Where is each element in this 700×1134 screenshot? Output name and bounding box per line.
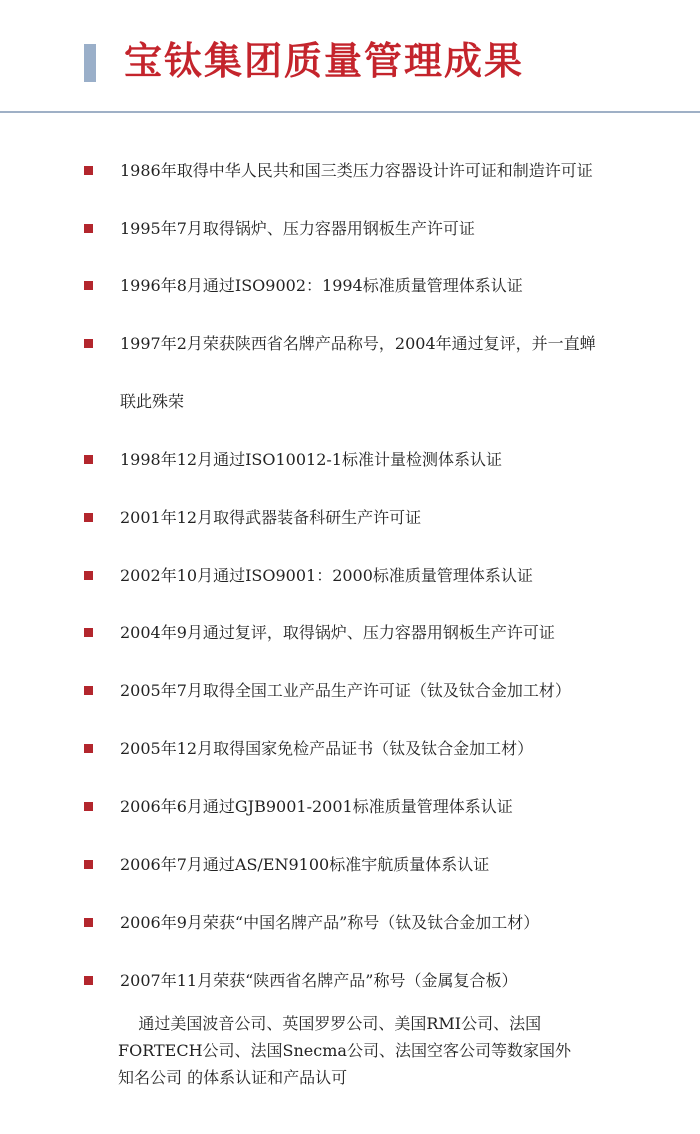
list-item: [0, 445, 700, 475]
bullet-icon: [84, 571, 93, 580]
list-item: [0, 214, 700, 244]
bullet-icon: [84, 686, 93, 695]
closing-line: 通过美国波音公司、英国罗罗公司、美国RMI公司、法国: [118, 1014, 542, 1033]
list-item: [0, 850, 700, 880]
list-item-text: 2002年10月通过ISO9001：2000标准质量管理体系认证: [120, 566, 533, 585]
list-item: [0, 561, 700, 591]
list-item-text: 2006年9月荣获“中国名牌产品”称号（钛及钛合金加工材）: [120, 913, 540, 932]
list-item-text: 2006年7月通过AS/EN9100标准宇航质量体系认证: [120, 855, 490, 874]
bullet-icon: [84, 860, 93, 869]
list-item-text: 2005年12月取得国家免检产品证书（钛及钛合金加工材）: [120, 739, 534, 758]
bullet-icon: [84, 918, 93, 927]
list-item-continuation: [0, 387, 700, 417]
list-item: [0, 734, 700, 764]
page-header: [0, 0, 700, 112]
header-divider: [0, 111, 700, 113]
bullet-icon: [84, 281, 93, 290]
bullet-icon: [84, 802, 93, 811]
list-item: [0, 908, 700, 938]
list-item: [0, 676, 700, 706]
list-item-text-continuation: 联此殊荣: [120, 392, 185, 411]
bullet-icon: [84, 455, 93, 464]
list-item: [0, 792, 700, 822]
list-item-text: 1997年2月荣获陕西省名牌产品称号，2004年通过复评，并一直蝉: [120, 334, 596, 353]
closing-line: 知名公司 的体系认证和产品认可: [118, 1068, 348, 1087]
list-item: [0, 966, 700, 996]
title-accent-bar: [84, 44, 96, 82]
list-item: [0, 503, 700, 533]
list-item-text: 2005年7月取得全国工业产品生产许可证（钛及钛合金加工材）: [120, 681, 571, 700]
closing-line: FORTECH公司、法国Snecma公司、法国空客公司等数家国外: [118, 1041, 571, 1060]
page-title: 宝钛集团质量管理成果: [124, 38, 525, 83]
bullet-icon: [84, 166, 93, 175]
list-item: [0, 618, 700, 648]
list-item-text: 1995年7月取得锅炉、压力容器用钢板生产许可证: [120, 219, 475, 238]
list-item-text: 2001年12月取得武器装备科研生产许可证: [120, 508, 422, 527]
list-item-text: 1998年12月通过ISO10012-1标准计量检测体系认证: [120, 450, 502, 469]
list-item-text: 2004年9月通过复评，取得锅炉、压力容器用钢板生产许可证: [120, 623, 555, 642]
bullet-icon: [84, 513, 93, 522]
bullet-icon: [84, 976, 93, 985]
bullet-icon: [84, 339, 93, 348]
bullet-icon: [84, 628, 93, 637]
list-item-text: 1986年取得中华人民共和国三类压力容器设计许可证和制造许可证: [120, 161, 593, 180]
bullet-icon: [84, 224, 93, 233]
list-item: [0, 156, 700, 186]
list-item: [0, 271, 700, 301]
list-item-text: 2007年11月荣获“陕西省名牌产品”称号（金属复合板）: [120, 971, 518, 990]
bullet-icon: [84, 744, 93, 753]
list-item-text: 1996年8月通过ISO9002：1994标准质量管理体系认证: [120, 276, 523, 295]
closing-paragraph: [118, 1010, 638, 1091]
list-item-text: 2006年6月通过GJB9001-2001标准质量管理体系认证: [120, 797, 513, 816]
list-item: [0, 329, 700, 359]
